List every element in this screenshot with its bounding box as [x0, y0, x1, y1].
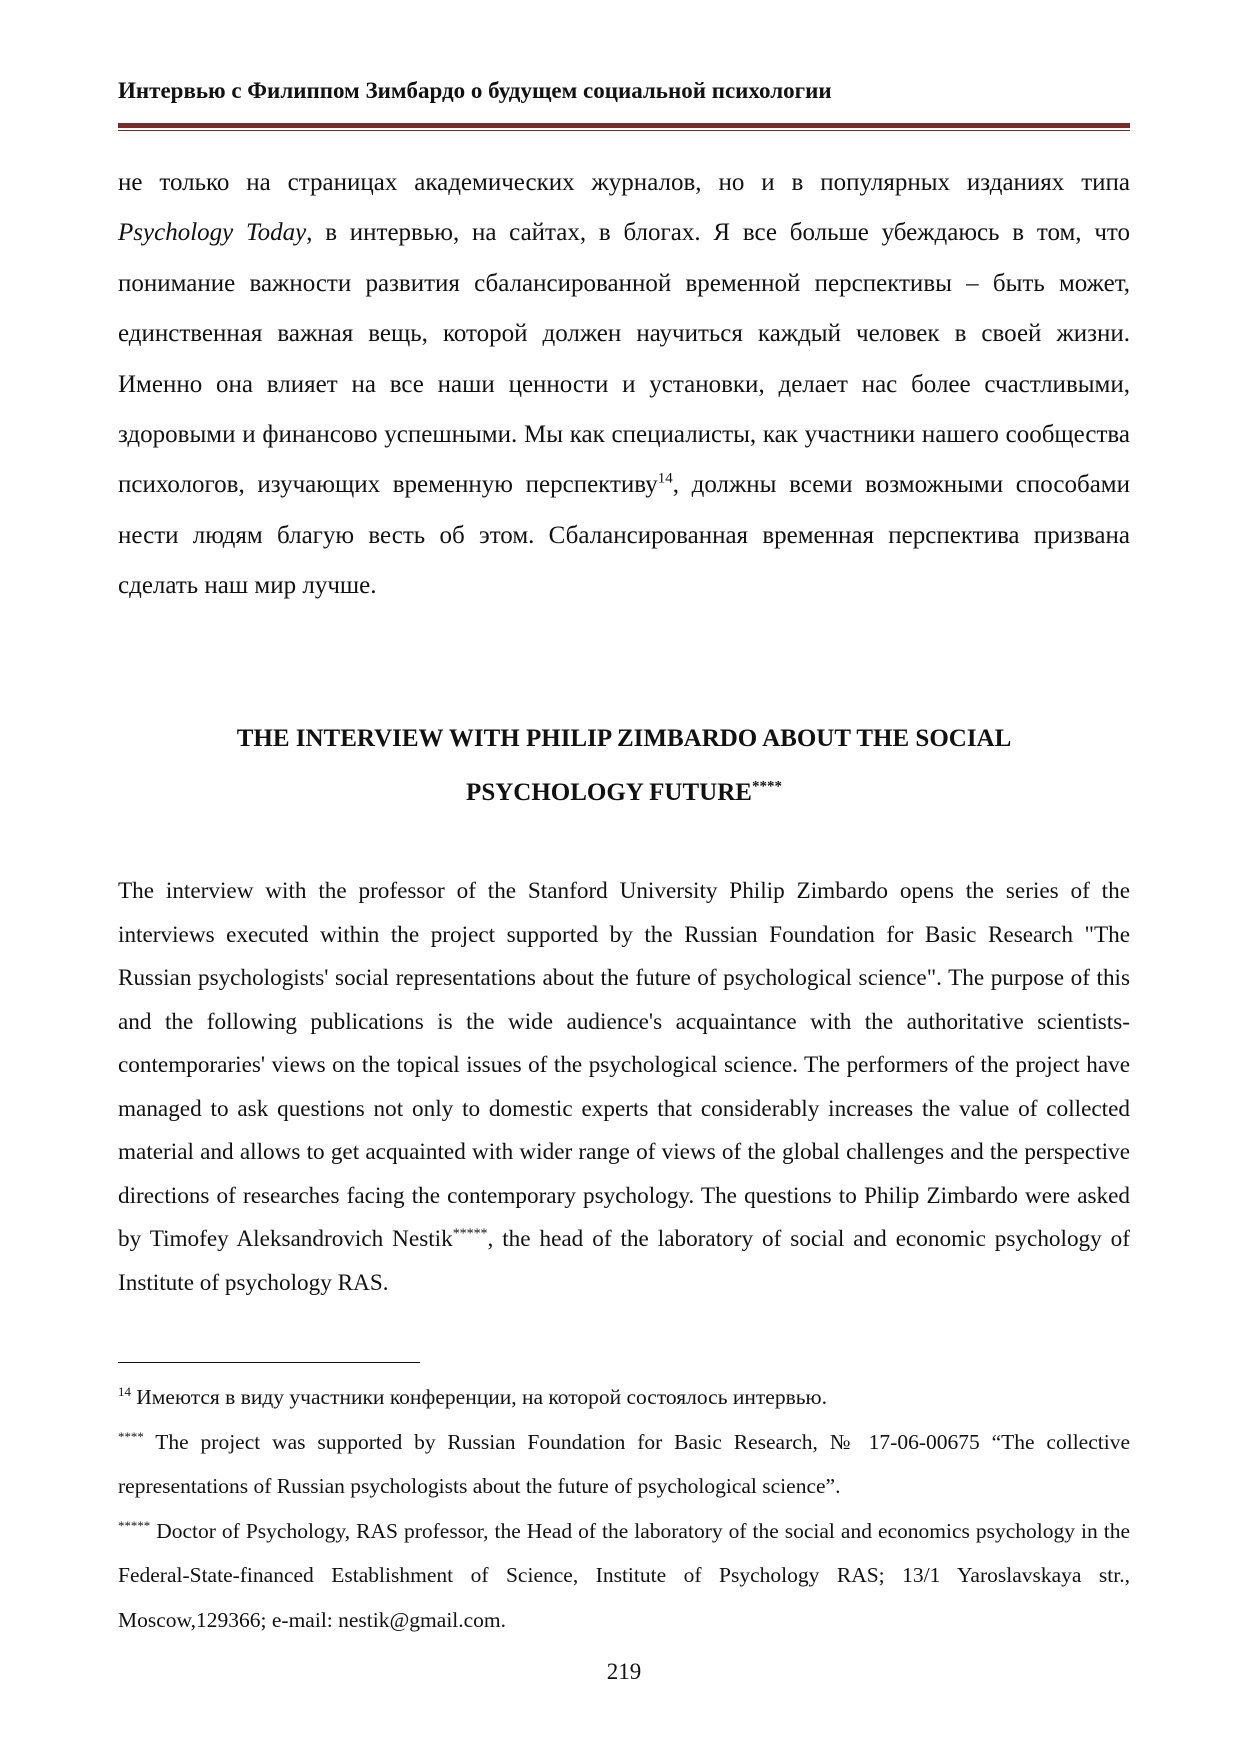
footnote-mark: *****: [118, 1518, 151, 1533]
title-line-1: THE INTERVIEW WITH PHILIP ZIMBARDO ABOUT THE SOCIAL: [236, 725, 1012, 752]
title-line-2: PSYCHOLOGY FUTURE: [466, 779, 752, 806]
footnote-text: Имеются в виду участники конференции, на которой состоялось интервью.: [130, 1385, 827, 1409]
ru-text-part2: , в интервью, на сайтах, в блогах. Я все больше убеждаюсь в том, что понимание важности развития сбалансированной временной перспективы – быть может, единственная важная вещь, которой должен научиться каждый человек в своей жизни. Именно она влияет на все наши ценности и установки, делает нас более счастливыми, здоровыми и финансово успешными. Мы как специалисты, как участники нашего сообщества психологов, изучающих временную перспективу: [118, 219, 1130, 499]
en-text-part2: , the head of the laboratory of social and economic psychology of Institute of psychology RAS.: [118, 1226, 1130, 1296]
footnote-text: Doctor of Psychology, RAS professor, the Head of the laboratory of the social and economics psychology in the Federal-State-financed Establishment of Science, Institute of Psychology RAS; 13/1 Yaroslavskaya str., Moscow,129366; e-mail: nestik@gmail.com.: [118, 1518, 1130, 1632]
footnote-14: [118, 1375, 1130, 1420]
english-title: [118, 712, 1130, 820]
en-text-part1: The interview with the professor of the Stanford University Philip Zimbardo opens the series of the interviews executed within the project supported by the Russian Foundation for Basic Research "The Russian psychologists' social representations about the future of psychological science". The purpose of this and the following publications is the wide audience's acquaintance with the authoritative scientists-contemporaries' views on the topical issues of the psychological science. The performers of the project have managed to ask questions not only to domestic experts that considerably increases the value of collected material and allows to get acquainted with wider range of views of the global challenges and the perspective directions of researches facing the contemporary psychology. The questions to Philip Zimbardo were asked by Timofey Aleksandrovich Nestik: [118, 878, 1130, 1252]
ru-text-part3: , должны всеми возможными способами нести людям благую весть об этом. Сбалансированная временная перспектива призвана сделать наш мир лучше.: [118, 471, 1130, 600]
footnote-mark: ****: [118, 1429, 144, 1444]
footnote-ref-14[interactable]: 14: [657, 471, 673, 488]
russian-paragraph: [118, 158, 1130, 612]
footnote-ref-4star[interactable]: ****: [751, 778, 782, 795]
header-rule-thick: [118, 123, 1130, 128]
running-header: Интервью с Филиппом Зимбардо о будущем социальной психологии: [118, 78, 832, 103]
page: [118, 0, 1130, 1754]
footnote-5star: [118, 1509, 1130, 1643]
ru-text-part1: не только на страницах академических журналов, но и в популярных изданиях типа: [118, 169, 1130, 196]
footnote-ref-5star[interactable]: *****: [452, 1226, 488, 1242]
footnotes: [118, 1375, 1130, 1642]
footnote-separator: [118, 1362, 420, 1363]
footnote-text: The project was supported by Russian Foundation for Basic Research, № 17-06-00675 “The collective representations of Russian psychologists about the future of psychological science”.: [118, 1429, 1130, 1498]
ru-italic-journal: Psychology Today: [118, 219, 307, 247]
footnote-4star: [118, 1420, 1130, 1509]
english-abstract: [118, 870, 1130, 1305]
header-rule-thin: [118, 130, 1130, 131]
footnote-mark: 14: [118, 1384, 131, 1399]
page-number: 219: [606, 1659, 642, 1684]
